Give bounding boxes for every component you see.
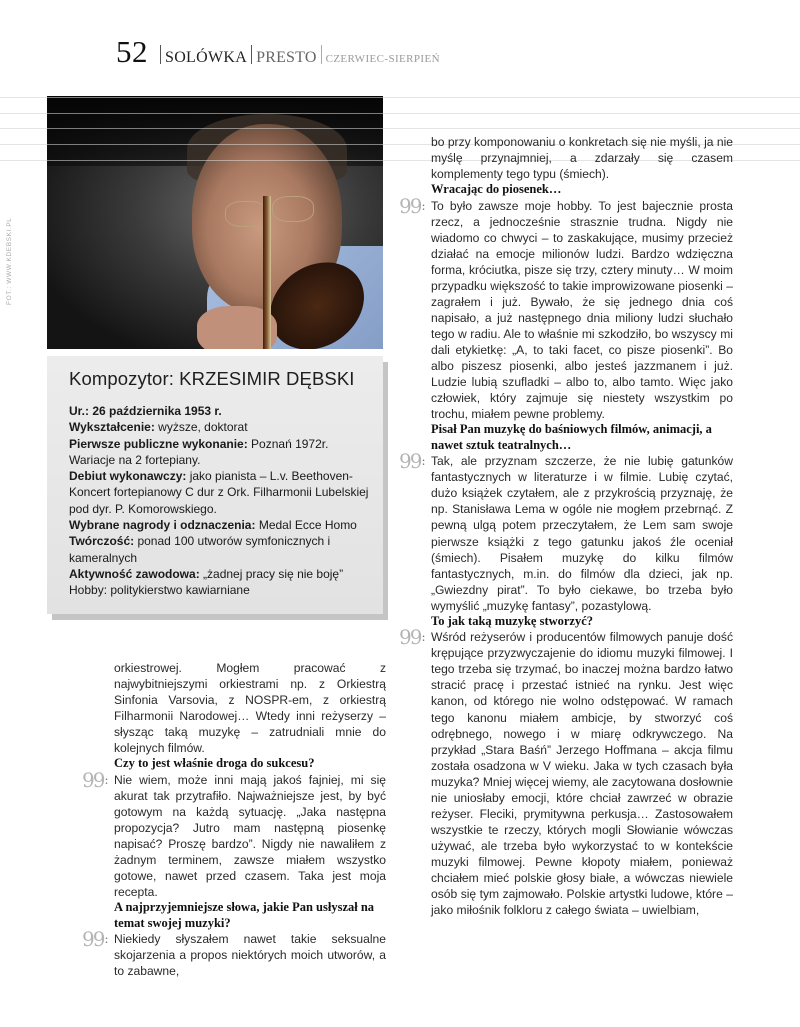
interview-answer: 99: To było zawsze moje hobby. To jest bajecznie prosta rzecz, a jednocześnie strasznie trudna. Nigdy nie wiadomo co chwyci – to zaskakujące, musimy przecież działać na emocje milionów ludzi. Bardzo wdzięczna forma, króciutka, pisze się trzy, cztery minuty… W moim przypadku większość to takie improwizowane piosenki – zagrałem i już. Bywało, że się jednego dnia coś napisało, a już następnego dnia miliony ludzi słuchało tego w radiu. Ale to właśnie mi szkodziło, bo wszyscy mi dali etykietkę: „A, to taki facet, co pisze piosenki”. Bo albo piszesz piosenki, albo jesteś jazzmanem i już. Ludzie lubią szufladki – albo to, albo tamto. Więc jako człowiek, który zajmuje się niestety wszystkim po trochu, miałem pewne problemy. xyxy=(399,193,733,422)
bio-row: Hobby: politykierstwo kawiarniane xyxy=(69,583,250,598)
section-name: SOLÓWKA xyxy=(165,49,248,66)
page-header xyxy=(116,34,440,70)
quote-icon: 99: xyxy=(399,625,424,650)
interview-question: Wracając do piosenek… xyxy=(431,182,562,197)
violin-bow-image xyxy=(263,196,271,349)
page-number: 52 xyxy=(116,34,148,69)
quote-icon: 99: xyxy=(399,193,424,218)
card-title: Kompozytor: KRZESIMIR DĘBSKI xyxy=(69,368,355,389)
bio-row: Wybrane nagrody i odznaczenia: Medal Ecce Homo xyxy=(69,518,357,533)
header-divider xyxy=(251,45,252,64)
bio-row: Pierwsze publiczne wykonanie: Poznań 1972r. Wariacje na 2 fortepiany. xyxy=(69,436,329,467)
article-column-left xyxy=(82,660,386,979)
interview-answer: 99: Wśród reżyserów i producentów filmowych panuje dość krępujące przyzwyczajenie do idiomu muzyki filmowej. I tego trzeba się trzymać, bo inaczej można bardzo łatwo stracić pracę i przestać istnieć na rynku. Jest więc kanon, od którego nie wolno odstępować. W ramach tego kanonu miałem ambicje, by stworzyć coś odrębnego, nowego i w miarę odkrywczego. Na przykład „Stara Baśń” Jerzego Hoffmana – akcja filmu została osadzona w V wieku. Jaka w tych czasach była muzyka? Mniej więcej wiemy, ale zacytowana dosłownie nie uniosłaby emocji, które chciał zawrzeć w obrazie reżyser. Fleciki, prymitywna perkusja… Zastosowałem wszystkie te rzeczy, których mogli Słowianie wówczas używać, ale trzeba było wykorzystać to w kontekście muzyki filmowej. Pewne kłopoty miałem, ponieważ chciałem mieć polskie głosy białe, a wówczas niewiele osób się tym zajmowało. Polskie artystki ludowe, które – jako miłośnik folkloru z całego świata – uwielbiam, xyxy=(399,625,733,918)
bio-list xyxy=(69,403,369,599)
interview-answer: 99: Nie wiem, może inni mają jakoś fajniej, mi się akurat tak przytrafiło. Najważniejsze jest, by być gotowym na każdą sytuację. „Jaka następna propozycja? Jutro mam następną piosenkę napisać? Proszę bardzo”. Nigdy nie nawaliłem z żadnym terminem, zawsze miałem wszystko gotowe, nawet przed czasem. Taka jest moja recepta. xyxy=(82,767,386,900)
header-divider xyxy=(321,45,322,64)
paragraph: bo przy komponowaniu o konkretach się nie myśli, ja nie myślę przynajmniej, a zdarzały się czasem komplementy tego typu (śmiech). xyxy=(431,135,733,182)
article-column-right xyxy=(399,134,733,918)
interview-question: Czy to jest właśnie droga do sukcesu? xyxy=(114,756,315,771)
interview-question: To jak taką muzykę stworzyć? xyxy=(431,613,594,628)
interview-answer: 99: Niekiedy słyszałem nawet takie seksualne skojarzenia a propos niektórych moich utworów, a to zabawne, xyxy=(82,927,386,979)
photo-credit: FOT.: WWW.KDEBSKI.PL xyxy=(6,217,13,305)
bio-row: Twórczość: ponad 100 utworów symfonicznych i kameralnych xyxy=(69,534,331,565)
bio-row: Aktywność zawodowa: „żadnej pracy się nie boję” xyxy=(69,566,344,581)
paragraph: orkiestrowej. Mogłem pracować z najwybitniejszymi orkiestrami np. z Orkiestrą Sinfonia Varsovia, z NOSPR-em, z orkiestrą Filharmonii Narodowej… Wtedy inni reżyserzy – słysząc taką muzykę – zatrudniali mnie do kolejnych filmów. xyxy=(114,661,386,756)
magazine-name: PRESTO xyxy=(256,49,317,66)
interview-question: Pisał Pan muzykę do baśniowych filmów, animacji, a nawet sztuk teatralnych… xyxy=(431,422,712,452)
bio-row: Debiut wykonawczy: jako pianista – L.v. Beethoven- Koncert fortepianowy C dur z Ork. Filharmonii Lubelskiej pod dyr. P. Komorowskiego. xyxy=(69,469,369,516)
header-divider xyxy=(160,45,161,64)
quote-icon: 99: xyxy=(82,767,107,792)
bio-row: Ur.: 26 października 1953 r. xyxy=(69,404,222,418)
interview-question: A najprzyjemniejsze słowa, jakie Pan usłyszał na temat swojej muzyki? xyxy=(114,900,375,930)
interview-answer: 99: Tak, ale przyznam szczerze, że nie lubię gatunków fantastycznych w literaturze i w filmie. Lubię czytać, dużo książek czytałem, ale z przykrością przyznaję, że np. Stanisława Lema w ogóle nie mogłem przebrnąć. Z pewną ulgą potem przeczytałem, że Lem sam swoje pierwsze książki z tego gatunku jakoś źle oceniał (śmiech). Pisałem muzykę do kilku filmów fantastycznych, m.in. do filmów dla dzieci, jak np. „Gwiezdny pirat”. To było ciekawe, bo trzeba było wymyślić „muzykę fantasy”, pozastylową. xyxy=(399,449,733,613)
bio-card xyxy=(47,356,383,614)
issue-date: CZERWIEC-SIERPIEŃ xyxy=(325,53,440,65)
bio-row: Wykształcenie: wyższe, doktorat xyxy=(69,420,248,435)
composer-photo xyxy=(47,96,383,349)
quote-icon: 99: xyxy=(82,927,107,952)
quote-icon: 99: xyxy=(399,449,424,474)
